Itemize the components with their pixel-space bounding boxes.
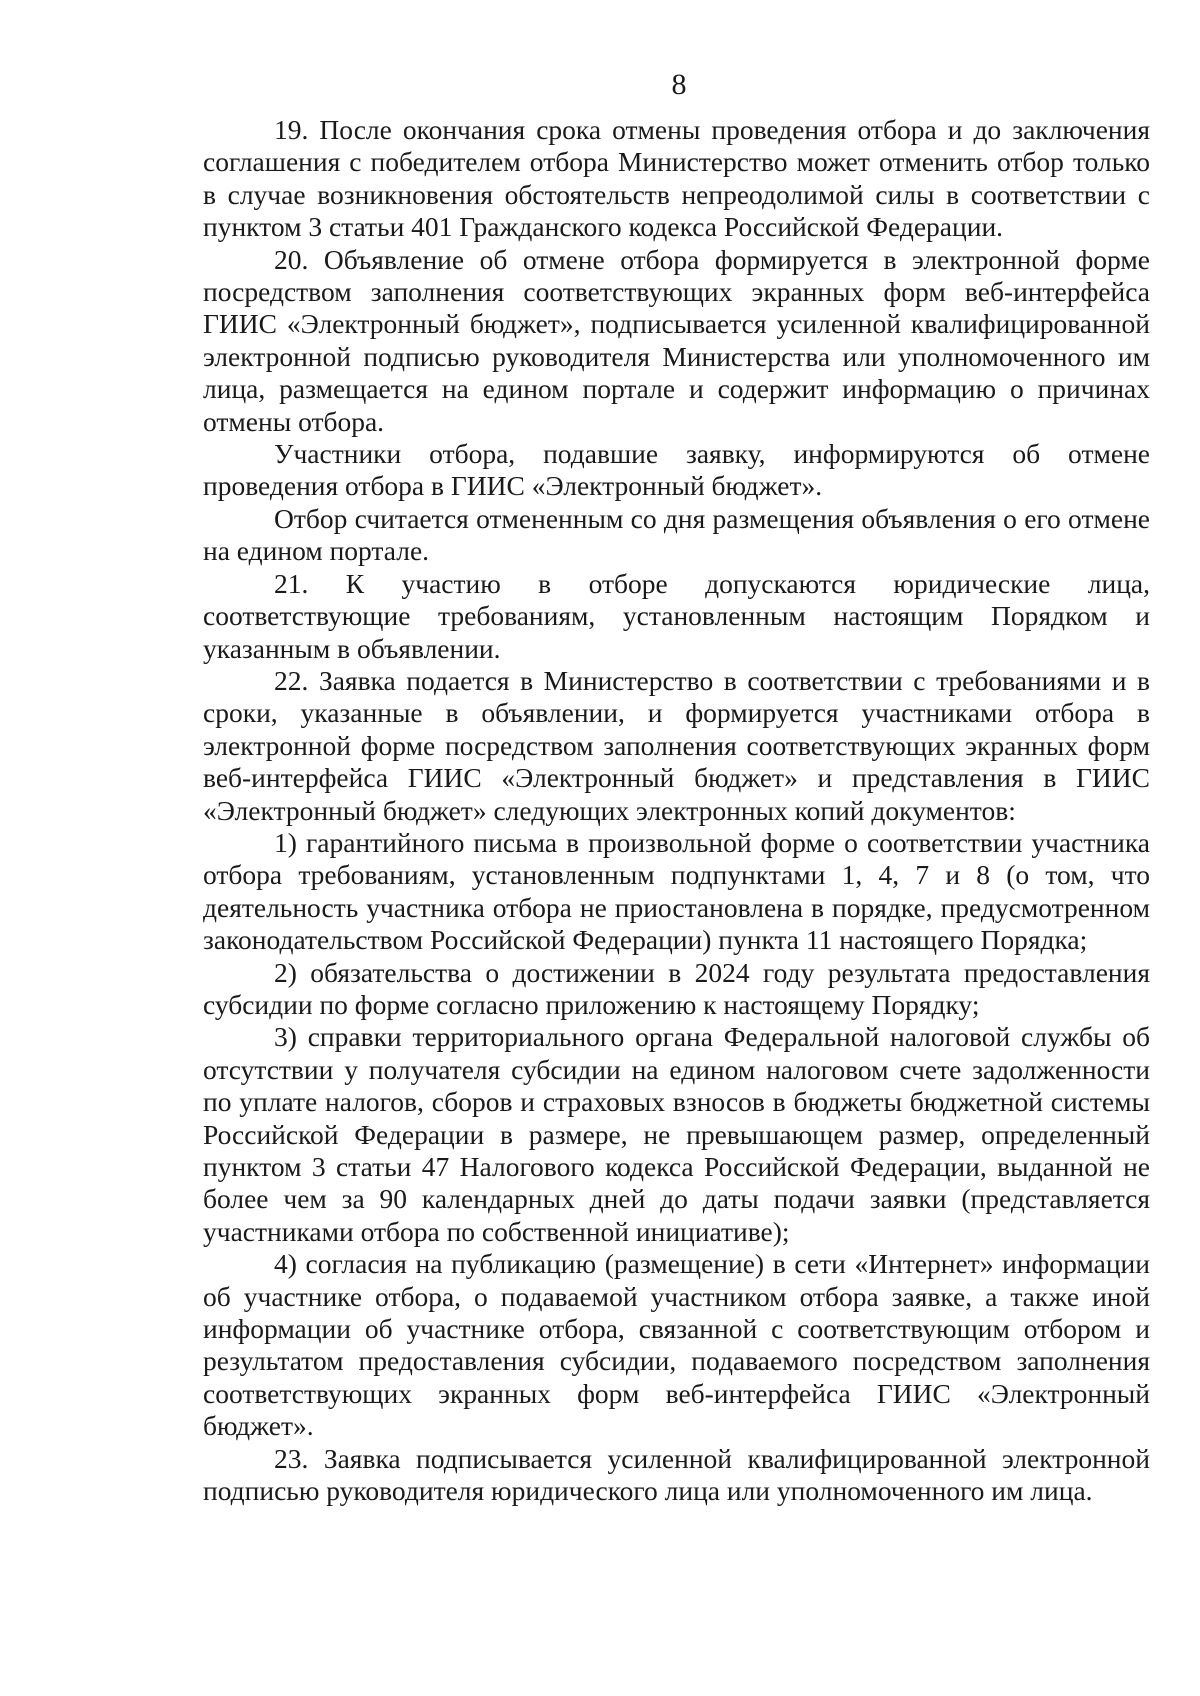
paragraph-21: 21. К участию в отборе допускаются юридические лица, соответствующие требованиям, установленным настоящим Порядком и указанным в объявлении. [203, 567, 1150, 664]
paragraph-22: 22. Заявка подается в Министерство в соответствии с требованиями и в сроки, указанные в объявлении, и формируется участниками отбора в электронной форме посредством заполнения соответствующих экранных форм веб-интерфейса ГИИС «Электронный бюджет» и представления в ГИИС «Электронный бюджет» следующих электронных копий документов: [203, 664, 1150, 826]
page-number: 8 [671, 68, 687, 101]
document-body [203, 114, 1150, 1507]
list-item-2: 2) обязательства о достижении в 2024 году результата предоставления субсидии по форме согласно приложению к настоящему Порядку; [203, 956, 1150, 1020]
paragraph-20-participants: Участники отбора, подавшие заявку, информируются об отмене проведения отбора в ГИИС «Электронный бюджет». [203, 438, 1150, 502]
paragraph-23: 23. Заявка подписывается усиленной квалифицированной электронной подписью руководителя юридического лица или уполномоченного им лица. [203, 1442, 1150, 1507]
list-item-4: 4) согласия на публикацию (размещение) в сети «Интернет» информации об участнике отбора, о подаваемой участником отбора заявке, а также иной информации об участнике отбора, связанной с соответствующим отбором и результатом предоставления субсидии, подаваемого посредством заполнения соответствующих экранных форм веб-интерфейса ГИИС «Электронный бюджет». [203, 1248, 1150, 1442]
paragraph-20: 20. Объявление об отмене отбора формируется в электронной форме посредством заполнения соответствующих экранных форм веб-интерфейса ГИИС «Электронный бюджет», подписывается усиленной квалифицированной электронной подписью руководителя Министерства или уполномоченного им лица, размещается на едином портале и содержит информацию о причинах отмены отбора. [203, 243, 1150, 437]
list-item-1: 1) гарантийного письма в произвольной форме о соответствии участника отбора требованиям, установленным подпунктами 1, 4, 7 и 8 (о том, что деятельность участника отбора не приостановлена в порядке, предусмотренном законодательством Российской Федерации) пункта 11 настоящего Порядка; [203, 826, 1150, 956]
paragraph-20-cancelled: Отбор считается отмененным со дня размещения объявления о его отмене на едином портале. [203, 502, 1150, 567]
list-item-3: 3) справки территориального органа Федеральной налоговой службы об отсутствии у получателя субсидии на едином налоговом счете задолженности по уплате налогов, сборов и страховых взносов в бюджеты бюджетной системы Российской Федерации в размере, не превышающем размер, определенный пунктом 3 статьи 47 Налогового кодекса Российской Федерации, выданной не более чем за 90 календарных дней до даты подачи заявки (представляется участниками отбора по собственной инициативе); [203, 1021, 1150, 1247]
paragraph-19: 19. После окончания срока отмены проведения отбора и до заключения соглашения с победителем отбора Министерство может отменить отбор только в случае возникновения обстоятельств непреодолимой силы в соответствии с пунктом 3 статьи 401 Гражданского кодекса Российской Федерации. [203, 114, 1150, 243]
